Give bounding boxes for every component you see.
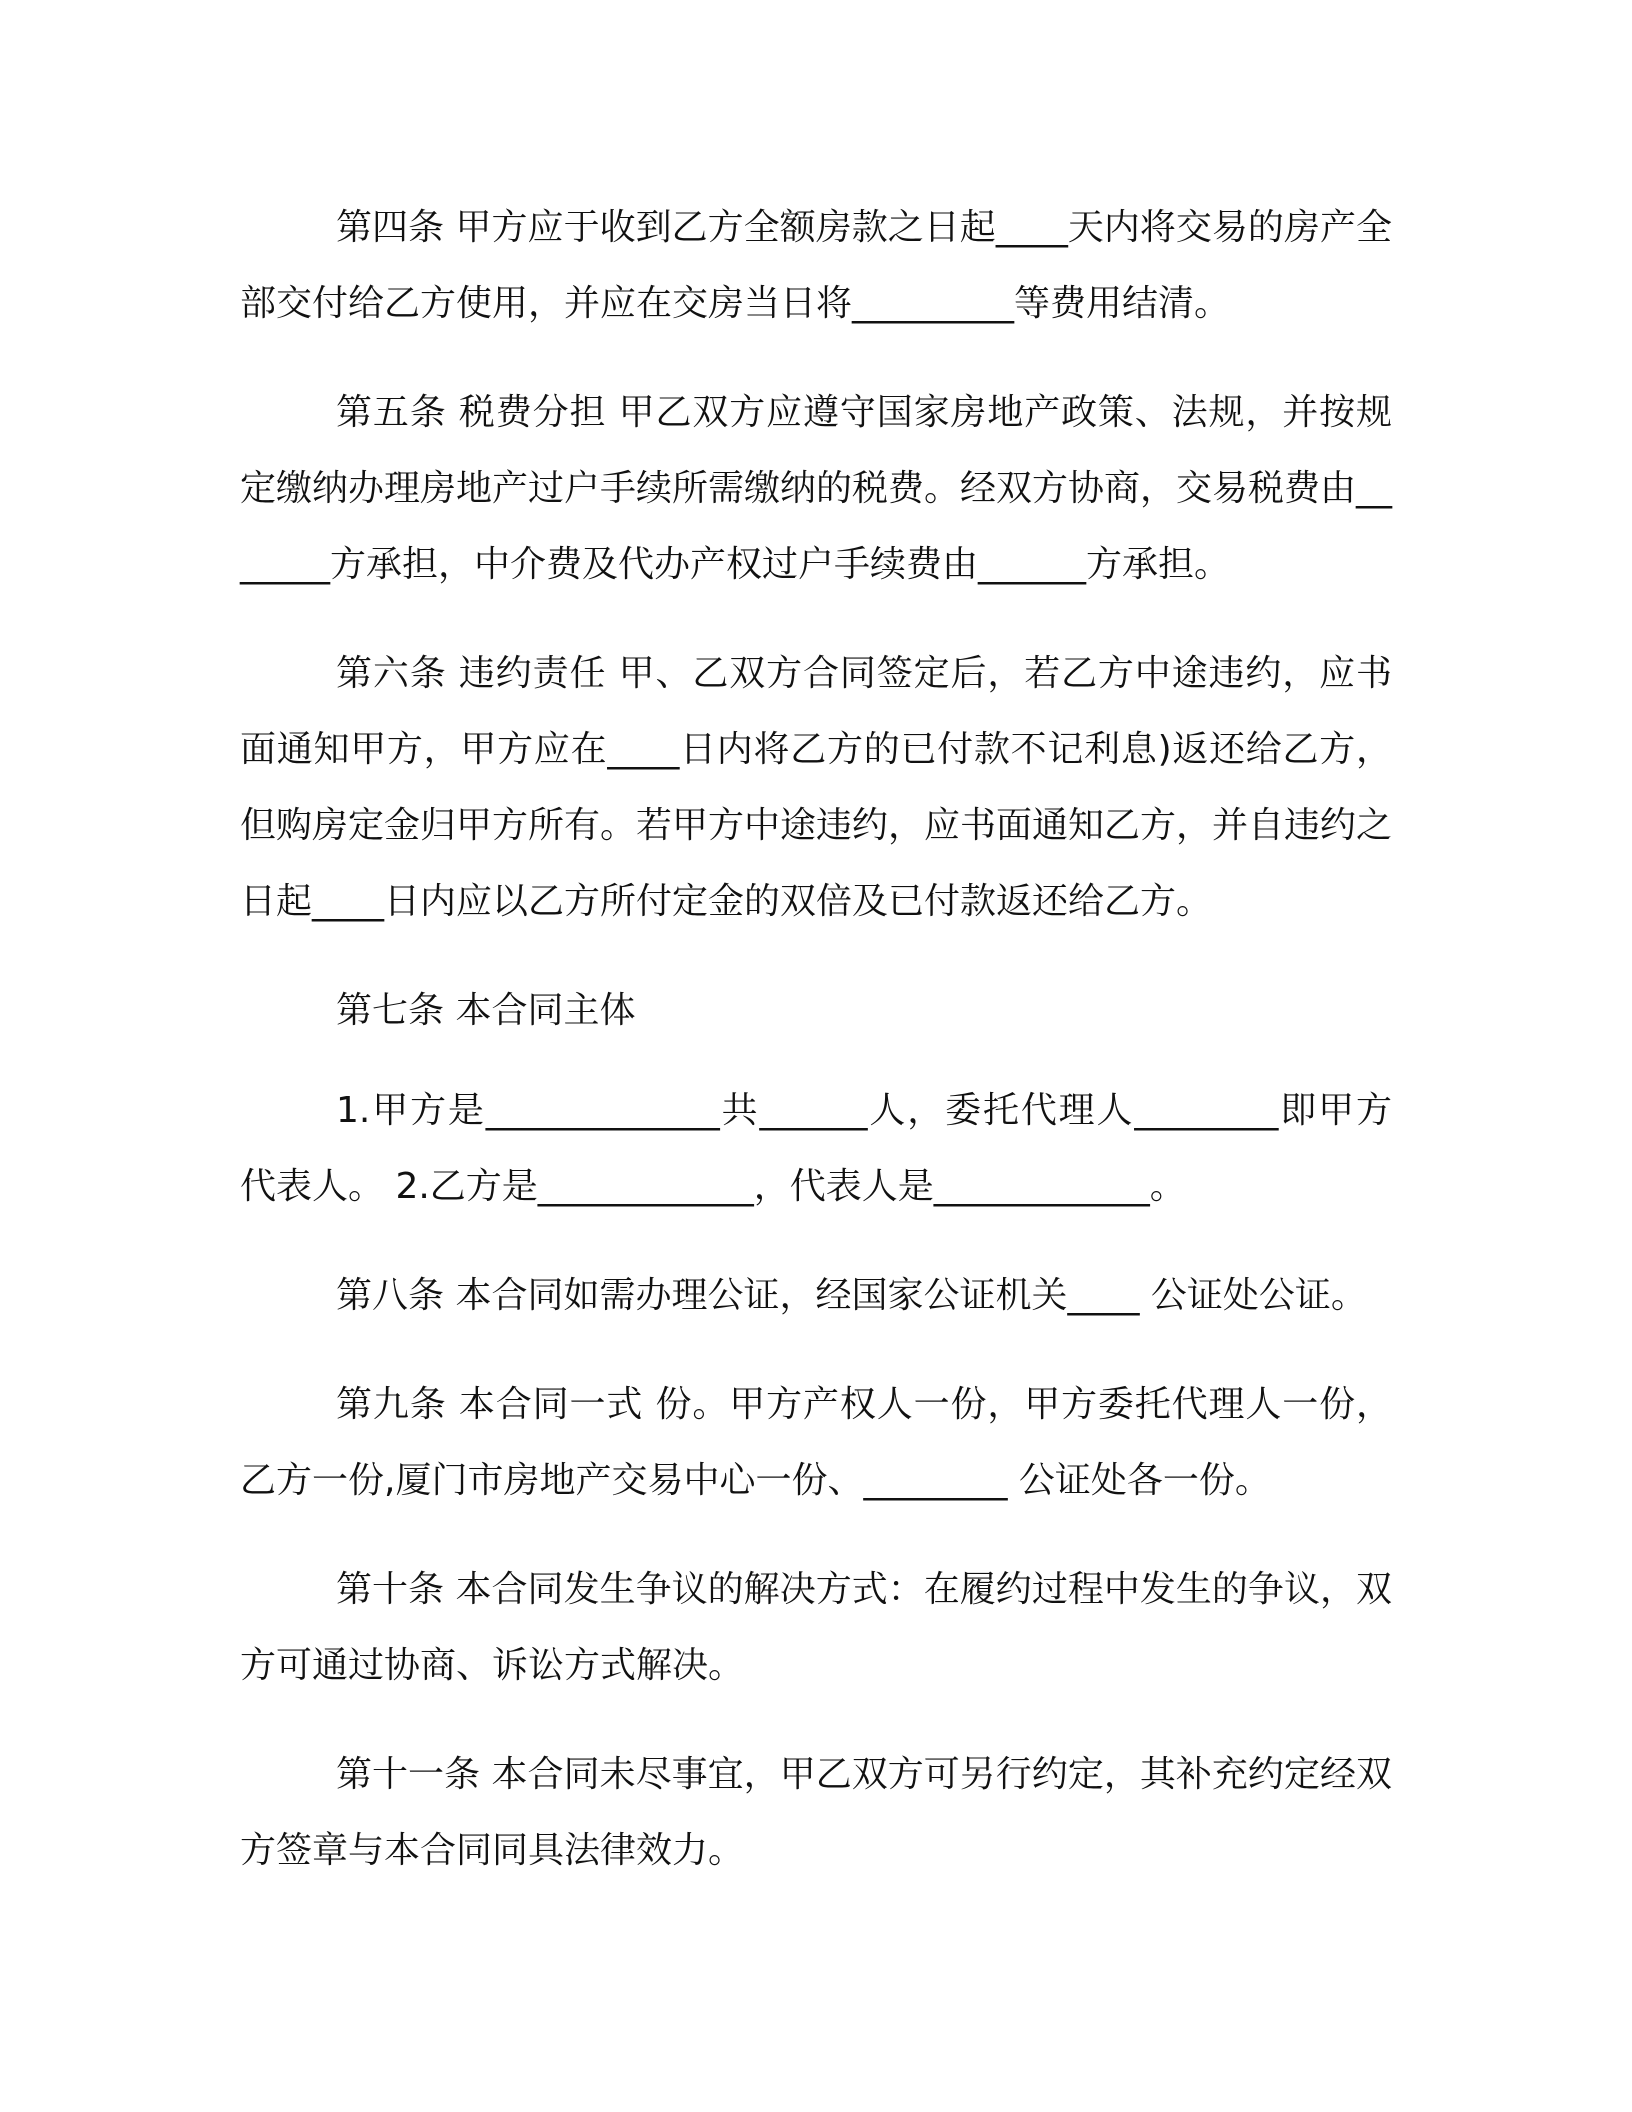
article-10-paragraph: 第十条 本合同发生争议的解决方式：在履约过程中发生的争议，双方可通过协商、诉讼方式解决。 — [240, 1569, 1392, 1686]
article-7-heading: 第七条 本合同主体 — [336, 990, 636, 1031]
document-body — [240, 190, 1392, 1922]
article-6-paragraph: 第六条 违约责任 甲、乙双方合同签定后，若乙方中途违约，应书面通知甲方，甲方应在____日内将乙方的已付款不记利息)返还给乙方，但购房定金归甲方所有。若甲方中途违约，应书面通知乙方，并自违约之日起____日内应以乙方所付定金的双倍及已付款返还给乙方。 — [240, 653, 1393, 922]
article-11-paragraph: 第十一条 本合同未尽事宜，甲乙双方可另行约定，其补充约定经双方签章与本合同同具法律效力。 — [240, 1754, 1392, 1871]
article-5-paragraph: 第五条 税费分担 甲乙双方应遵守国家房地产政策、法规，并按规定缴纳办理房地产过户手续所需缴纳的税费。经双方协商，交易税费由_______方承担，中介费及代办产权过户手续费由______方承担。 — [240, 392, 1393, 585]
article-7-parties-paragraph: 1.甲方是_____________共______人，委托代理人________即甲方代表人。 2.乙方是____________，代表人是____________。 — [240, 1090, 1392, 1207]
article-8-paragraph: 第八条 本合同如需办理公证，经国家公证机关____ 公证处公证。 — [336, 1275, 1367, 1316]
article-9-paragraph: 第九条 本合同一式 份。甲方产权人一份，甲方委托代理人一份，乙方一份,厦门市房地产交易中心一份、________ 公证处各一份。 — [240, 1384, 1392, 1501]
article-4-paragraph: 第四条 甲方应于收到乙方全额房款之日起____天内将交易的房产全部交付给乙方使用，并应在交房当日将_________等费用结清。 — [240, 207, 1392, 324]
